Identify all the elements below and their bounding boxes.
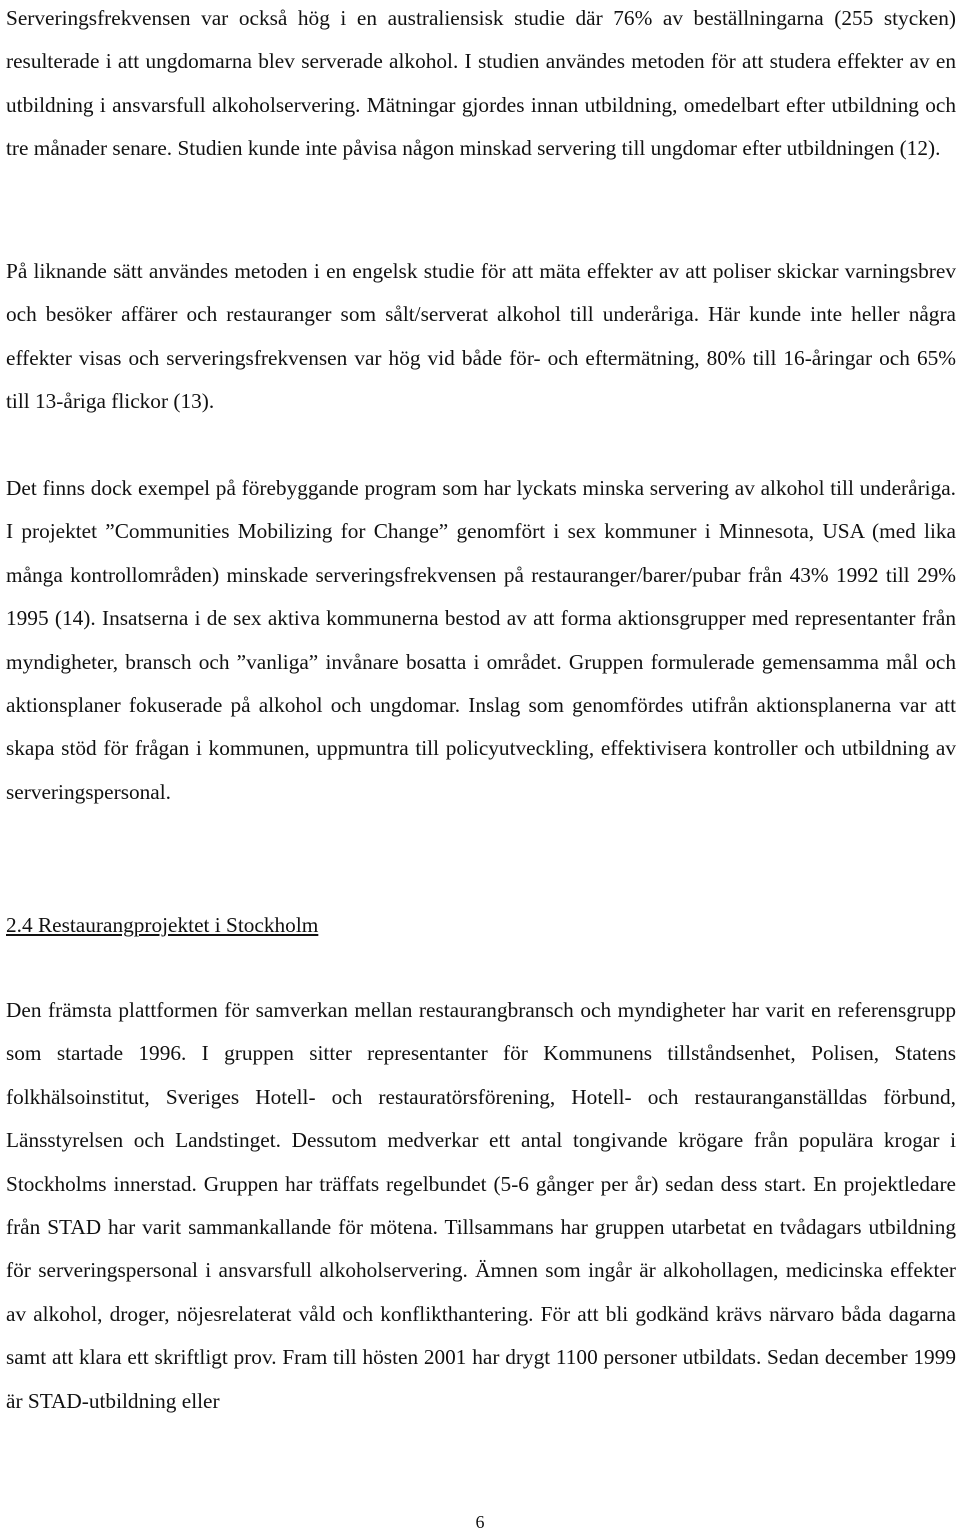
paragraph-australian-study: Serveringsfrekvensen var också hög i en australiensisk studie där 76% av beställningarna (255 stycken) resulterade i att ungdomarna blev serverade alkohol. I studien användes metoden för att studera effekter av en utbildning i ansvarsfull alkoholservering. Mätningar gjordes innan utbildning, omedelbart efter utbildning och tre månader senare. Studien kunde inte påvisa någon minskad servering till ungdomar efter utbildningen (12). bbox=[6, 6, 956, 161]
paragraph-minnesota-program: Det finns dock exempel på förebyggande program som har lyckats minska servering av alkohol till underåriga. I projektet ”Communities Mobilizing for Change” genomfört i sex kommuner i Minnesota, USA (med lika många kontrollområden) minskade serveringsfrekvensen på restauranger/barer/pubar från 43% 1992 till 29% 1995 (14). Insatserna i de sex aktiva kommunerna bestod av att forma aktionsgrupper med representanter från myndigheter, bransch och ”vanliga” invånare bosatta i området. Gruppen formulerade gemensamma mål och aktionsplaner fokuserade på alkohol och ungdomar. Inslag som genomfördes utifrån aktionsplanerna var att skapa stöd för frågan i kommunen, uppmuntra till policyutveckling, effektivisera kontroller och utbildning av serveringspersonal. bbox=[6, 476, 956, 804]
page-number: 6 bbox=[475, 1512, 485, 1532]
paragraph-english-study: På liknande sätt användes metoden i en engelsk studie för att mäta effekter av att poliser skickar varningsbrev och besöker affärer och restauranger som sålt/serverat alkohol till underåriga. Här kunde inte heller några effekter visas och serveringsfrekvensen var hög vid både för- och eftermätning, 80% till 16-åringar och 65% till 13-åriga flickor (13). bbox=[6, 259, 956, 414]
section-heading: 2.4 Restaurangprojektet i Stockholm bbox=[6, 913, 319, 937]
paragraph-stockholm-platform: Den främsta plattformen för samverkan mellan restaurangbransch och myndigheter har varit en referensgrupp som startade 1996. I gruppen sitter representanter för Kommunens tillståndsenhet, Polisen, Statens folkhälsoinstitut, Sveriges Hotell- och restauratörsförening, Hotell- och restauranganställdas förbund, Länsstyrelsen och Landstinget. Dessutom medverkar ett antal tongivande krögare från populära krogar i Stockholms innerstad. Gruppen har träffats regelbundet (5-6 gånger per år) sedan dess start. En projektledare från STAD har varit sammankallande för mötena. Tillsammans har gruppen utarbetat en tvådagars utbildning för serveringspersonal i ansvarsfull alkoholservering. Ämnen som ingår är alkohollagen, medicinska effekter av alkohol, droger, nöjesrelaterat våld och konflikthantering. För att bli godkänd krävs närvaro båda dagarna samt att klara ett skriftligt prov. Fram till hösten 2001 har drygt 1100 personer utbildats. Sedan december 1999 är STAD-utbildning eller bbox=[6, 998, 956, 1413]
